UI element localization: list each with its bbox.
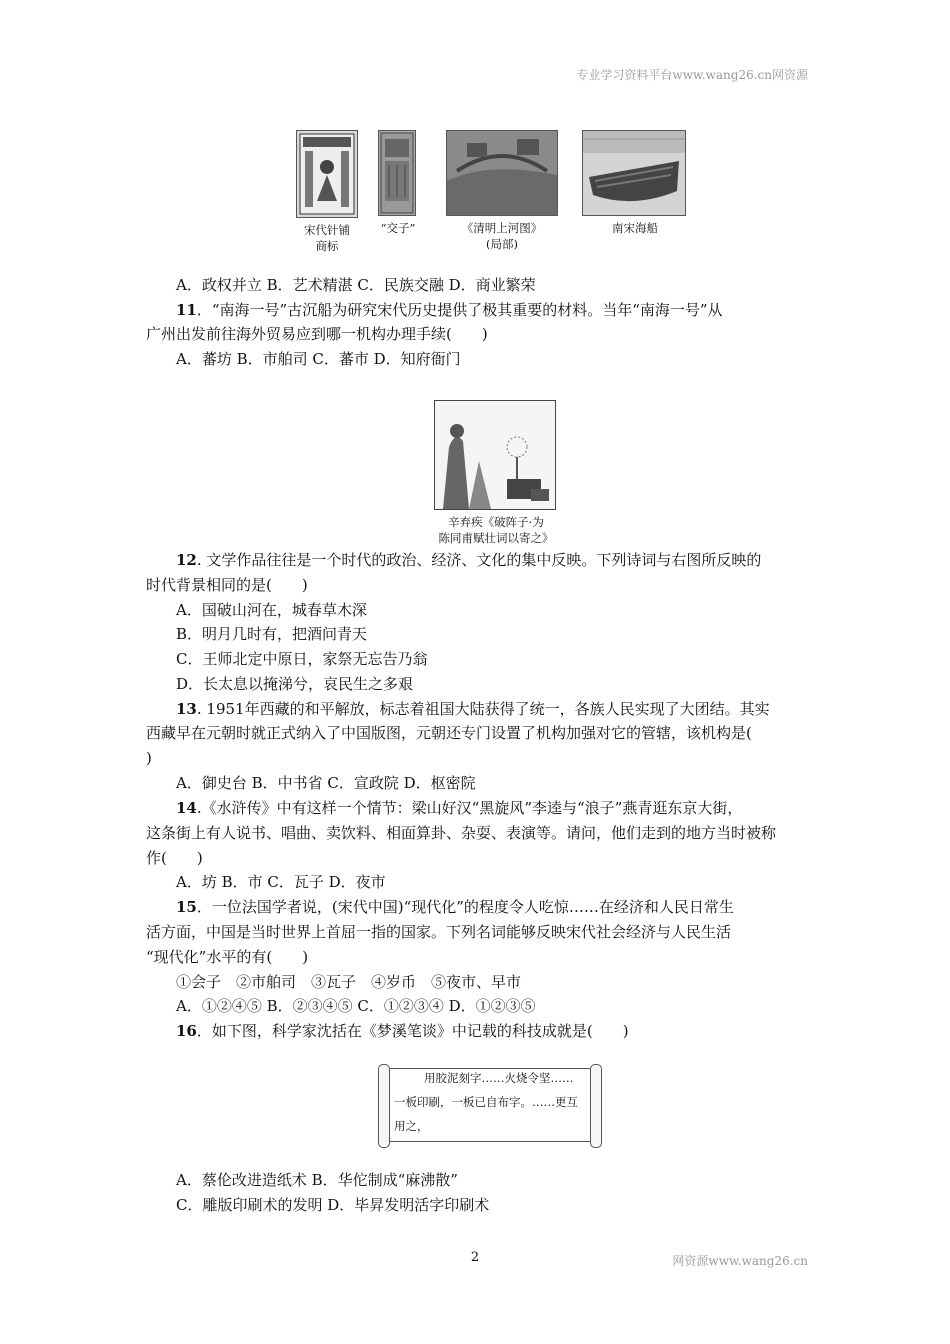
q12-option-b: B．明月几时有，把酒问青天 — [176, 625, 368, 643]
q12-option-d: D．长太息以掩涕兮，哀民生之多艰 — [176, 675, 414, 693]
q11-options: A．蕃坊 B．市舶司 C．蕃市 D．知府衙门 — [176, 350, 461, 368]
q16-number: 16 — [176, 1022, 197, 1040]
q12-line1 — [176, 548, 846, 572]
q12-number: 12 — [176, 551, 197, 569]
q15-items: ①会子 ②市舶司 ③瓦子 ④岁币 ⑤夜市、早市 — [176, 973, 522, 991]
caption-poet-1: 辛弃疾《破阵子·为 — [448, 515, 544, 529]
q15-text1: ．一位法国学者说，(宋代中国)“现代化”的程度令人吃惊……在经济和人民日常生 — [196, 898, 734, 916]
q13-text1: . 1951年西藏的和平解放，标志着祖国大陆获得了统一，各族人民实现了大团结。其实 — [196, 700, 770, 718]
scroll-text-2: 一板印刷，一板已自布字。……更互 — [394, 1095, 578, 1109]
q14-line3: 作( ) — [146, 849, 203, 867]
figure-jiaozi — [378, 130, 418, 236]
header-watermark: 专业学习资料平台www.wang26.cn网资源 — [576, 68, 808, 82]
scroll-roll-right — [590, 1064, 602, 1148]
q15-options: A．①②④⑤ B．②③④⑤ C．①②③④ D．①②③⑤ — [176, 997, 536, 1015]
q12-text1: . 文学作品往往是一个时代的政治、经济、文化的集中反映。下列诗词与右图所反映的 — [196, 551, 762, 569]
q14-line1 — [176, 796, 846, 820]
scroll-text-1: 用胶泥刻字……火烧令坚…… — [424, 1071, 574, 1085]
q14-options: A．坊 B．市 C．瓦子 D．夜市 — [176, 873, 386, 891]
q12-option-a: A．国破山河在，城春草木深 — [176, 601, 367, 619]
figure-ship — [582, 130, 688, 236]
caption-shop-label-2: 商标 — [315, 239, 339, 253]
q14-text1: .《水浒传》中有这样一个情节：梁山好汉“黑旋风”李逵与“浪子”燕青逛东京大街， — [196, 799, 743, 817]
caption-qingming-2: (局部) — [486, 237, 518, 251]
figure-qingming — [446, 130, 558, 252]
q13-line3: ) — [146, 749, 152, 767]
caption-jiaozi: “交子” — [380, 221, 416, 235]
q11-line1 — [176, 298, 846, 322]
q16-options-1: A．蔡伦改进造纸术 B．华佗制成“麻沸散” — [176, 1171, 458, 1189]
q10-options: A．政权并立 B．艺术精湛 C．民族交融 D．商业繁荣 — [176, 276, 536, 294]
q16-options-2: C．雕版印刷术的发明 D．毕昇发明活字印刷术 — [176, 1196, 490, 1214]
q11-text1: ．“南海一号”古沉船为研究宋代历史提供了极其重要的材料。当年“南海一号”从 — [196, 301, 723, 319]
q12-option-c: C．王师北定中原日，家祭无忘告乃翁 — [176, 650, 428, 668]
q15-line3: “现代化”水平的有( ) — [146, 948, 309, 966]
shop-label-image — [296, 130, 358, 218]
q15-line1 — [176, 895, 846, 919]
q13-number: 13 — [176, 700, 197, 718]
top-figure-row — [292, 130, 692, 260]
q16-line1 — [176, 1019, 846, 1043]
caption-qingming-1: 《清明上河图》 — [461, 221, 543, 235]
caption-ship: 南宋海船 — [612, 221, 658, 235]
scroll-text-3: 用之， — [394, 1119, 429, 1133]
jiaozi-banknote-image — [378, 130, 416, 216]
q11-line2: 广州出发前往海外贸易应到哪一机构办理手续( ) — [146, 325, 488, 343]
page-number: 2 — [470, 1250, 480, 1265]
scroll-figure — [378, 1064, 602, 1146]
footer-watermark: 网资源www.wang26.cn — [672, 1254, 808, 1268]
figure-shop-label — [296, 130, 358, 254]
q15-line2: 活方面，中国是当时世界上首屈一指的国家。下列名词能够反映宋代社会经济与人民生活 — [146, 923, 732, 941]
figure-poet — [434, 400, 558, 546]
poet-illustration — [434, 400, 556, 510]
caption-shop-label-1: 宋代针铺 — [304, 223, 350, 237]
scroll-roll-left — [378, 1064, 390, 1148]
q13-options: A．御史台 B．中书省 C．宣政院 D．枢密院 — [176, 774, 476, 792]
caption-poet-2: 陈同甫赋壮词以寄之》 — [438, 531, 554, 545]
q14-number: 14 — [176, 799, 197, 817]
q15-number: 15 — [176, 898, 197, 916]
q13-line1 — [176, 697, 846, 721]
q14-line2: 这条街上有人说书、唱曲、卖饮料、相面算卦、杂耍、表演等。请问，他们走到的地方当时被称 — [146, 824, 777, 842]
q16-text1: ．如下图，科学家沈括在《梦溪笔谈》中记载的科技成就是( ) — [196, 1022, 629, 1040]
ship-image — [582, 130, 686, 216]
q12-line2: 时代背景相同的是( ) — [146, 576, 308, 594]
q13-line2: 西藏早在元朝时就正式纳入了中国版图，元朝还专门设置了机构加强对它的管辖，该机构是( — [146, 724, 752, 742]
q11-number: 11 — [176, 301, 197, 319]
qingming-painting-image — [446, 130, 558, 216]
